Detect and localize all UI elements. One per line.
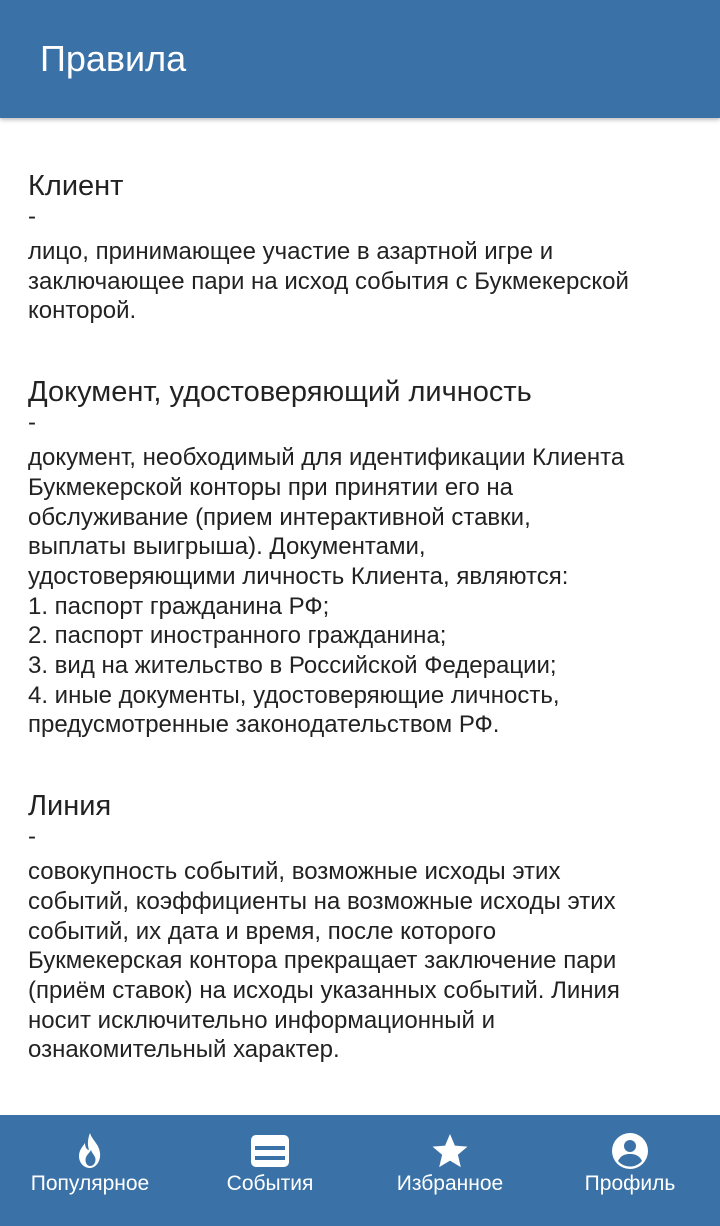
definition-line: заключающее пари на исход события с Букмекерской [28, 267, 629, 295]
definition-line: ознакомительный характер. [28, 1036, 340, 1064]
definition-line: (приём ставок) на исходы указанных событий. Линия [28, 976, 620, 1004]
definition-line: Букмекерская контора прекращает заключение пари [28, 947, 617, 975]
nav-label: Профиль [584, 1172, 676, 1195]
term-client [28, 169, 698, 326]
nav-item-events[interactable] [180, 1115, 360, 1226]
definition-line: 1. паспорт гражданина РФ; [28, 592, 330, 620]
term-title: Клиент [28, 170, 124, 202]
definition-line: носит исключительно информационный и [28, 1006, 495, 1034]
card-icon [250, 1131, 290, 1171]
term-title: Документ, удостоверяющий личность [28, 376, 532, 409]
term-dash: - [28, 409, 36, 437]
definition-line: событий, их дата и время, после которого [28, 917, 497, 945]
bottom-navigation [0, 1115, 720, 1226]
app-bar [0, 0, 720, 118]
term-definition [28, 443, 698, 740]
definition-line: 2. паспорт иностранного гражданина; [28, 622, 447, 650]
definition-line: конторой. [28, 297, 137, 325]
term-title: Линия [28, 790, 112, 823]
term-dash: - [28, 823, 36, 851]
definition-line: документ, необходимый для идентификации Клиента [28, 444, 625, 472]
definition-line: выплаты выигрыша). Документами, [28, 533, 426, 561]
definition-line: обслуживание (прием интерактивной ставки, [28, 503, 531, 531]
definition-line: 3. вид на жительство в Российской Федерации; [28, 652, 557, 680]
term-line [28, 789, 698, 1065]
term-identity-document [28, 375, 698, 740]
page-title: Правила [40, 38, 187, 79]
nav-label: События [226, 1172, 314, 1195]
nav-label: Избранное [396, 1172, 504, 1195]
star-icon [430, 1131, 470, 1171]
account-circle-icon [610, 1131, 650, 1171]
fire-icon [70, 1131, 110, 1171]
definition-line: 4. иные документы, удостоверяющие личность, [28, 681, 560, 709]
definition-line: событий, коэффициенты на возможные исходы этих [28, 887, 616, 915]
term-definition [28, 857, 698, 1065]
term-dash: - [28, 203, 36, 230]
definition-line: предусмотренные законодательством РФ. [28, 711, 500, 739]
term-definition [28, 237, 698, 326]
nav-item-profile[interactable] [540, 1115, 720, 1226]
definition-line: лицо, принимающее участие в азартной игре и [28, 238, 554, 265]
rules-scroll-inner [28, 90, 698, 1065]
definition-line: удостоверяющими личность Клиента, являются: [28, 562, 569, 590]
definition-line: Букмекерской конторы при принятии его на [28, 473, 514, 501]
definition-line: совокупность событий, возможные исходы этих [28, 858, 561, 886]
nav-item-favorites[interactable] [360, 1115, 540, 1226]
rules-content[interactable] [0, 118, 720, 1115]
nav-item-popular[interactable] [0, 1115, 180, 1226]
nav-label: Популярное [30, 1172, 150, 1195]
